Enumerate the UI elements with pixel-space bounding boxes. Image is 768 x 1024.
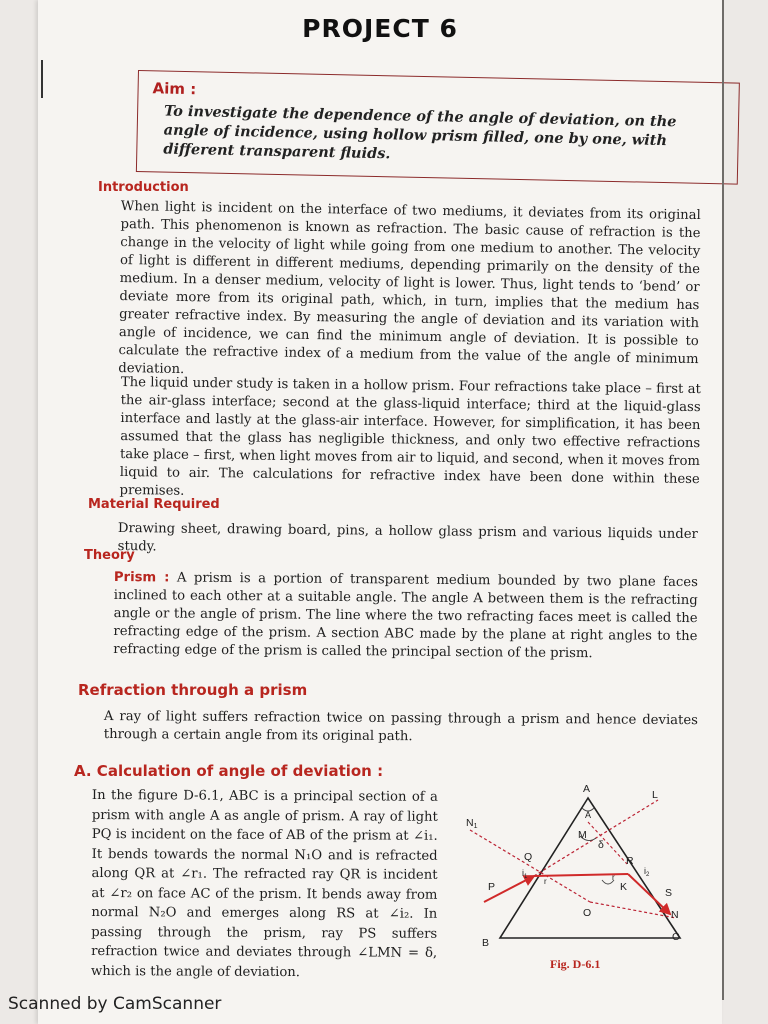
prism-ray-diagram — [462, 778, 702, 978]
introduction-paragraph-1: When light is incident on the interface of two mediums, it deviates from its original path. This phenomenon is known as refraction. The basic cause of refraction is the change in the velocity of light while going from one medium to another. The velocity of light is different in different mediums, depending primarily on the density of the medium. In a denser medium, velocity of light is lower. Thus, light tends to ‘bend’ or deviate more from its original path, which, in turn, implies that the medium has greater refractive index. By measuring the angle of deviation and its variation with angle of incidence, we can find the minimum angle of deviation. It is possible to calculate the refractive index of a medium from the value of the angle of minimum deviation. — [118, 198, 701, 378]
label-N: N — [671, 909, 679, 921]
label-B: B — [482, 937, 490, 949]
label-P: P — [488, 881, 496, 893]
prism-text: A prism is a portion of transparent medium bounded by two plane faces inclined to each other at a suitable angle. The angle A between them is the refracting angle or the angle of prism. The line where the two refracting faces meet is called the refracting edge of the prism. A section ABC made by the plane at right angles to the refracting edge of the prism is called the principal section of the prism. — [113, 570, 698, 662]
page-title: PROJECT 6 — [302, 14, 458, 43]
label-R: R — [626, 855, 634, 867]
aim-label: Aim : — [152, 79, 197, 99]
label-K: K — [620, 881, 628, 893]
refraction-text: A ray of light suffers refraction twice on passing through a prism and hence deviates through a certain angle from its original path. — [103, 709, 698, 745]
aim-box — [136, 70, 740, 185]
label-r2: r — [612, 873, 615, 882]
label-O: O — [583, 907, 592, 919]
refraction-heading: Refraction through a prism — [78, 681, 308, 699]
label-i1: $i_1$ — [522, 868, 528, 880]
label-A: A — [583, 783, 591, 795]
label-Q: Q — [524, 851, 533, 863]
label-delta: δ — [598, 839, 604, 851]
figure-caption: Fig. D-6.1 — [550, 957, 601, 971]
page-right-edge — [722, 0, 724, 1000]
label-M: M — [578, 829, 587, 841]
section-a-heading: A. Calculation of angle of deviation : — [74, 762, 384, 780]
theory-heading: Theory — [84, 548, 135, 563]
label-C: C — [672, 931, 680, 943]
introduction-heading: Introduction — [98, 180, 189, 195]
label-r1: r — [544, 877, 547, 886]
aim-text: To investigate the dependence of the angle of deviation, on the angle of incidence, using hollow prism filled, one by one, with different transparent fluids. — [163, 102, 677, 163]
prism-label: Prism : — [113, 569, 170, 586]
label-S: S — [665, 887, 673, 899]
section-a-text: In the figure D-6.1, ABC is a principal section of a prism with angle A as angle of prism. A ray of light PQ is incident on the face of AB of the prism at ∠i₁. It bends towards the normal N₁O and is refracted along QR at ∠r₁. The refracted ray QR is incident at ∠r₂ on face AC of the prism. It bends away from normal N₂O and emerges along RS at ∠i₂. In passing through the prism, ray PS suffers refraction twice and deviates through ∠LMN = δ, which is the angle of deviation. — [90, 788, 438, 980]
scanner-footer: Scanned by CamScanner — [8, 994, 222, 1014]
material-heading: Material Required — [88, 497, 220, 512]
label-L: L — [652, 789, 658, 801]
page-edge-mark — [41, 60, 43, 98]
material-text: Drawing sheet, drawing board, pins, a hollow glass prism and various liquids under study. — [117, 520, 698, 555]
label-A-small: A — [585, 810, 592, 820]
introduction-paragraph-2: The liquid under study is taken in a hollow prism. Four refractions take place – first at the air-glass interface; second at the glass-liquid interface; third at the liquid-glass interface and lastly at the glass-air interface. However, for simplification, it has been assumed that the glass has negligible thickness, and only two effective refractions take place – first, when light moves from air to liquid, and second, when it moves from liquid to air. The calculations for refractive index have been done within these premises. — [119, 374, 701, 499]
label-i2: $i_2$ — [644, 866, 650, 878]
normal-n2-line — [590, 902, 676, 918]
theory-prism-paragraph — [113, 569, 698, 664]
emergent-ray — [628, 874, 673, 914]
label-N1: N1 — [466, 817, 478, 830]
